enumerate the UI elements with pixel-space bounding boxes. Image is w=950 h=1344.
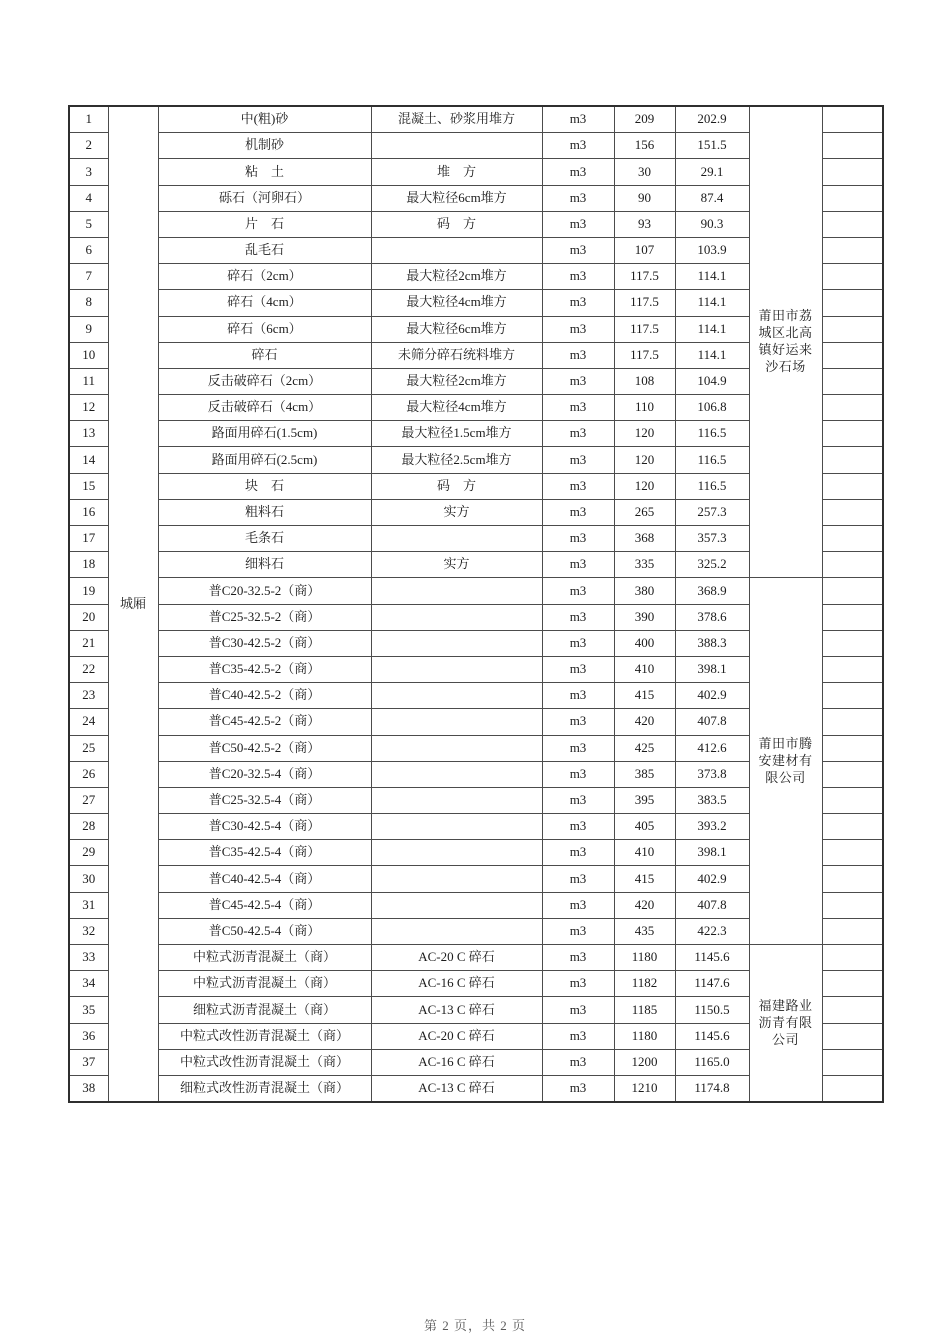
row-number-cell: 2 — [69, 133, 108, 159]
unit-cell: m3 — [542, 447, 614, 473]
material-name-cell: 普C20-32.5-2（商） — [158, 578, 371, 604]
price-excl-tax-cell: 117.5 — [614, 290, 675, 316]
material-name-cell: 粘 土 — [158, 159, 371, 185]
unit-cell: m3 — [542, 473, 614, 499]
unit-cell: m3 — [542, 552, 614, 578]
spec-cell — [371, 787, 542, 813]
material-name-cell: 碎石 — [158, 342, 371, 368]
spec-cell — [371, 761, 542, 787]
remark-cell — [822, 761, 883, 787]
remark-cell — [822, 133, 883, 159]
spec-cell: 最大粒径2cm堆方 — [371, 264, 542, 290]
material-name-cell: 路面用碎石(1.5cm) — [158, 421, 371, 447]
row-number-cell: 10 — [69, 342, 108, 368]
table-row — [69, 945, 883, 971]
material-name-cell: 中粒式沥青混凝土（商） — [158, 945, 371, 971]
row-number-cell: 19 — [69, 578, 108, 604]
price-incl-tax-cell: 103.9 — [675, 237, 749, 263]
material-name-cell: 中粒式沥青混凝土（商） — [158, 971, 371, 997]
remark-cell — [822, 1049, 883, 1075]
material-name-cell: 普C20-32.5-4（商） — [158, 761, 371, 787]
price-incl-tax-cell: 29.1 — [675, 159, 749, 185]
material-name-cell: 普C45-42.5-4（商） — [158, 892, 371, 918]
price-incl-tax-cell: 106.8 — [675, 395, 749, 421]
table-row — [69, 106, 883, 133]
remark-cell — [822, 971, 883, 997]
price-incl-tax-cell: 407.8 — [675, 892, 749, 918]
row-number-cell: 30 — [69, 866, 108, 892]
price-excl-tax-cell: 425 — [614, 735, 675, 761]
price-incl-tax-cell: 116.5 — [675, 473, 749, 499]
material-name-cell: 普C45-42.5-2（商） — [158, 709, 371, 735]
spec-cell: 最大粒径1.5cm堆方 — [371, 421, 542, 447]
price-excl-tax-cell: 108 — [614, 368, 675, 394]
area-cell: 城厢 — [108, 106, 158, 1102]
row-number-cell: 20 — [69, 604, 108, 630]
unit-cell: m3 — [542, 709, 614, 735]
price-incl-tax-cell: 357.3 — [675, 526, 749, 552]
unit-cell: m3 — [542, 368, 614, 394]
unit-cell: m3 — [542, 918, 614, 944]
material-name-cell: 反击破碎石（4cm） — [158, 395, 371, 421]
row-number-cell: 29 — [69, 840, 108, 866]
price-excl-tax-cell: 390 — [614, 604, 675, 630]
row-number-cell: 37 — [69, 1049, 108, 1075]
spec-cell: 实方 — [371, 499, 542, 525]
unit-cell: m3 — [542, 971, 614, 997]
remark-cell — [822, 840, 883, 866]
material-name-cell: 普C30-42.5-2（商） — [158, 630, 371, 656]
price-excl-tax-cell: 1200 — [614, 1049, 675, 1075]
unit-cell: m3 — [542, 997, 614, 1023]
price-incl-tax-cell: 116.5 — [675, 421, 749, 447]
row-number-cell: 15 — [69, 473, 108, 499]
price-excl-tax-cell: 117.5 — [614, 264, 675, 290]
remark-cell — [822, 447, 883, 473]
price-incl-tax-cell: 1145.6 — [675, 945, 749, 971]
price-excl-tax-cell: 117.5 — [614, 342, 675, 368]
spec-cell — [371, 133, 542, 159]
price-excl-tax-cell: 117.5 — [614, 316, 675, 342]
price-incl-tax-cell: 1150.5 — [675, 997, 749, 1023]
price-excl-tax-cell: 1182 — [614, 971, 675, 997]
remark-cell — [822, 1075, 883, 1102]
unit-cell: m3 — [542, 185, 614, 211]
material-name-cell: 砾石（河卵石） — [158, 185, 371, 211]
price-excl-tax-cell: 420 — [614, 709, 675, 735]
unit-cell: m3 — [542, 264, 614, 290]
unit-cell: m3 — [542, 604, 614, 630]
unit-cell: m3 — [542, 1075, 614, 1102]
row-number-cell: 24 — [69, 709, 108, 735]
spec-cell — [371, 683, 542, 709]
spec-cell — [371, 892, 542, 918]
remark-cell — [822, 237, 883, 263]
price-incl-tax-cell: 114.1 — [675, 342, 749, 368]
remark-cell — [822, 185, 883, 211]
remark-cell — [822, 290, 883, 316]
spec-cell: 最大粒径6cm堆方 — [371, 316, 542, 342]
material-name-cell: 普C35-42.5-4（商） — [158, 840, 371, 866]
remark-cell — [822, 630, 883, 656]
material-name-cell: 细粒式改性沥青混凝土（商） — [158, 1075, 371, 1102]
price-incl-tax-cell: 383.5 — [675, 787, 749, 813]
price-incl-tax-cell: 1165.0 — [675, 1049, 749, 1075]
material-name-cell: 粗料石 — [158, 499, 371, 525]
spec-cell: AC-20 C 碎石 — [371, 945, 542, 971]
price-excl-tax-cell: 410 — [614, 840, 675, 866]
price-table-body — [69, 106, 883, 1102]
material-name-cell: 普C25-32.5-2（商） — [158, 604, 371, 630]
spec-cell: AC-16 C 碎石 — [371, 1049, 542, 1075]
unit-cell: m3 — [542, 237, 614, 263]
row-number-cell: 12 — [69, 395, 108, 421]
unit-cell: m3 — [542, 787, 614, 813]
price-incl-tax-cell: 412.6 — [675, 735, 749, 761]
remark-cell — [822, 709, 883, 735]
price-excl-tax-cell: 107 — [614, 237, 675, 263]
price-excl-tax-cell: 93 — [614, 211, 675, 237]
spec-cell — [371, 526, 542, 552]
remark-cell — [822, 552, 883, 578]
price-excl-tax-cell: 120 — [614, 447, 675, 473]
price-excl-tax-cell: 380 — [614, 578, 675, 604]
row-number-cell: 28 — [69, 814, 108, 840]
price-excl-tax-cell: 368 — [614, 526, 675, 552]
material-name-cell: 毛条石 — [158, 526, 371, 552]
price-incl-tax-cell: 373.8 — [675, 761, 749, 787]
material-name-cell: 中粒式改性沥青混凝土（商） — [158, 1049, 371, 1075]
spec-cell — [371, 237, 542, 263]
unit-cell: m3 — [542, 421, 614, 447]
price-incl-tax-cell: 87.4 — [675, 185, 749, 211]
remark-cell — [822, 683, 883, 709]
price-excl-tax-cell: 1180 — [614, 945, 675, 971]
row-number-cell: 3 — [69, 159, 108, 185]
table-row — [69, 578, 883, 604]
material-name-cell: 中粒式改性沥青混凝土（商） — [158, 1023, 371, 1049]
row-number-cell: 1 — [69, 106, 108, 133]
material-name-cell: 细粒式沥青混凝土（商） — [158, 997, 371, 1023]
spec-cell: 最大粒径4cm堆方 — [371, 395, 542, 421]
remark-cell — [822, 473, 883, 499]
unit-cell: m3 — [542, 1023, 614, 1049]
material-name-cell: 碎石（2cm） — [158, 264, 371, 290]
price-excl-tax-cell: 335 — [614, 552, 675, 578]
price-incl-tax-cell: 398.1 — [675, 656, 749, 682]
row-number-cell: 4 — [69, 185, 108, 211]
spec-cell: 混凝土、砂浆用堆方 — [371, 106, 542, 133]
remark-cell — [822, 342, 883, 368]
price-incl-tax-cell: 407.8 — [675, 709, 749, 735]
remark-cell — [822, 735, 883, 761]
row-number-cell: 13 — [69, 421, 108, 447]
material-name-cell: 普C25-32.5-4（商） — [158, 787, 371, 813]
price-incl-tax-cell: 398.1 — [675, 840, 749, 866]
supplier-cell: 莆田市腾安建材有限公司 — [749, 578, 822, 945]
price-excl-tax-cell: 30 — [614, 159, 675, 185]
price-incl-tax-cell: 104.9 — [675, 368, 749, 394]
spec-cell: AC-13 C 碎石 — [371, 1075, 542, 1102]
remark-cell — [822, 892, 883, 918]
price-incl-tax-cell: 393.2 — [675, 814, 749, 840]
row-number-cell: 21 — [69, 630, 108, 656]
unit-cell: m3 — [542, 630, 614, 656]
price-incl-tax-cell: 90.3 — [675, 211, 749, 237]
material-name-cell: 碎石（6cm） — [158, 316, 371, 342]
row-number-cell: 8 — [69, 290, 108, 316]
material-name-cell: 碎石（4cm） — [158, 290, 371, 316]
row-number-cell: 34 — [69, 971, 108, 997]
unit-cell: m3 — [542, 683, 614, 709]
unit-cell: m3 — [542, 133, 614, 159]
material-name-cell: 块 石 — [158, 473, 371, 499]
remark-cell — [822, 499, 883, 525]
row-number-cell: 14 — [69, 447, 108, 473]
remark-cell — [822, 945, 883, 971]
remark-cell — [822, 814, 883, 840]
unit-cell: m3 — [542, 840, 614, 866]
spec-cell: 最大粒径6cm堆方 — [371, 185, 542, 211]
remark-cell — [822, 787, 883, 813]
price-incl-tax-cell: 114.1 — [675, 290, 749, 316]
material-name-cell: 普C40-42.5-2（商） — [158, 683, 371, 709]
remark-cell — [822, 604, 883, 630]
unit-cell: m3 — [542, 395, 614, 421]
price-excl-tax-cell: 1185 — [614, 997, 675, 1023]
remark-cell — [822, 578, 883, 604]
spec-cell: 码 方 — [371, 473, 542, 499]
row-number-cell: 16 — [69, 499, 108, 525]
unit-cell: m3 — [542, 814, 614, 840]
row-number-cell: 22 — [69, 656, 108, 682]
remark-cell — [822, 526, 883, 552]
row-number-cell: 25 — [69, 735, 108, 761]
material-name-cell: 乱毛石 — [158, 237, 371, 263]
spec-cell — [371, 578, 542, 604]
unit-cell: m3 — [542, 106, 614, 133]
price-excl-tax-cell: 90 — [614, 185, 675, 211]
row-number-cell: 26 — [69, 761, 108, 787]
price-incl-tax-cell: 151.5 — [675, 133, 749, 159]
price-excl-tax-cell: 410 — [614, 656, 675, 682]
supplier-cell: 福建路业沥青有限公司 — [749, 945, 822, 1103]
price-excl-tax-cell: 209 — [614, 106, 675, 133]
spec-cell — [371, 709, 542, 735]
remark-cell — [822, 106, 883, 133]
material-name-cell: 普C50-42.5-2（商） — [158, 735, 371, 761]
unit-cell: m3 — [542, 761, 614, 787]
material-price-table — [68, 105, 884, 1103]
price-excl-tax-cell: 405 — [614, 814, 675, 840]
price-incl-tax-cell: 402.9 — [675, 866, 749, 892]
unit-cell: m3 — [542, 342, 614, 368]
spec-cell: AC-16 C 碎石 — [371, 971, 542, 997]
spec-cell — [371, 840, 542, 866]
spec-cell: 码 方 — [371, 211, 542, 237]
price-excl-tax-cell: 415 — [614, 683, 675, 709]
page-footer — [0, 1315, 950, 1333]
unit-cell: m3 — [542, 945, 614, 971]
spec-cell: 未筛分碎石统料堆方 — [371, 342, 542, 368]
unit-cell: m3 — [542, 499, 614, 525]
price-excl-tax-cell: 435 — [614, 918, 675, 944]
page-number-text: 第 2 页，共 2 页 — [423, 1318, 526, 1333]
price-incl-tax-cell: 114.1 — [675, 316, 749, 342]
remark-cell — [822, 316, 883, 342]
spec-cell — [371, 735, 542, 761]
row-number-cell: 23 — [69, 683, 108, 709]
material-name-cell: 普C35-42.5-2（商） — [158, 656, 371, 682]
spec-cell: 最大粒径2cm堆方 — [371, 368, 542, 394]
unit-cell: m3 — [542, 866, 614, 892]
row-number-cell: 18 — [69, 552, 108, 578]
row-number-cell: 32 — [69, 918, 108, 944]
row-number-cell: 11 — [69, 368, 108, 394]
price-incl-tax-cell: 368.9 — [675, 578, 749, 604]
price-incl-tax-cell: 378.6 — [675, 604, 749, 630]
spec-cell — [371, 604, 542, 630]
price-excl-tax-cell: 110 — [614, 395, 675, 421]
row-number-cell: 38 — [69, 1075, 108, 1102]
row-number-cell: 17 — [69, 526, 108, 552]
spec-cell — [371, 656, 542, 682]
spec-cell — [371, 866, 542, 892]
row-number-cell: 36 — [69, 1023, 108, 1049]
unit-cell: m3 — [542, 526, 614, 552]
row-number-cell: 31 — [69, 892, 108, 918]
spec-cell: 最大粒径4cm堆方 — [371, 290, 542, 316]
remark-cell — [822, 368, 883, 394]
price-excl-tax-cell: 420 — [614, 892, 675, 918]
material-name-cell: 普C50-42.5-4（商） — [158, 918, 371, 944]
row-number-cell: 33 — [69, 945, 108, 971]
material-name-cell: 机制砂 — [158, 133, 371, 159]
material-name-cell: 片 石 — [158, 211, 371, 237]
unit-cell: m3 — [542, 1049, 614, 1075]
price-excl-tax-cell: 1180 — [614, 1023, 675, 1049]
spec-cell: 最大粒径2.5cm堆方 — [371, 447, 542, 473]
price-excl-tax-cell: 415 — [614, 866, 675, 892]
price-incl-tax-cell: 388.3 — [675, 630, 749, 656]
unit-cell: m3 — [542, 656, 614, 682]
remark-cell — [822, 1023, 883, 1049]
price-excl-tax-cell: 395 — [614, 787, 675, 813]
spec-cell — [371, 918, 542, 944]
supplier-cell: 莆田市荔城区北高镇好运来沙石场 — [749, 106, 822, 578]
remark-cell — [822, 395, 883, 421]
material-name-cell: 普C40-42.5-4（商） — [158, 866, 371, 892]
remark-cell — [822, 866, 883, 892]
price-incl-tax-cell: 114.1 — [675, 264, 749, 290]
price-incl-tax-cell: 325.2 — [675, 552, 749, 578]
row-number-cell: 6 — [69, 237, 108, 263]
unit-cell: m3 — [542, 290, 614, 316]
price-incl-tax-cell: 1145.6 — [675, 1023, 749, 1049]
spec-cell — [371, 814, 542, 840]
price-excl-tax-cell: 156 — [614, 133, 675, 159]
material-name-cell: 路面用碎石(2.5cm) — [158, 447, 371, 473]
unit-cell: m3 — [542, 316, 614, 342]
price-excl-tax-cell: 120 — [614, 473, 675, 499]
price-incl-tax-cell: 257.3 — [675, 499, 749, 525]
row-number-cell: 5 — [69, 211, 108, 237]
remark-cell — [822, 656, 883, 682]
unit-cell: m3 — [542, 578, 614, 604]
material-name-cell: 反击破碎石（2cm） — [158, 368, 371, 394]
remark-cell — [822, 211, 883, 237]
price-excl-tax-cell: 120 — [614, 421, 675, 447]
price-excl-tax-cell: 385 — [614, 761, 675, 787]
price-incl-tax-cell: 202.9 — [675, 106, 749, 133]
price-excl-tax-cell: 265 — [614, 499, 675, 525]
unit-cell: m3 — [542, 892, 614, 918]
price-incl-tax-cell: 1174.8 — [675, 1075, 749, 1102]
material-name-cell: 中(粗)砂 — [158, 106, 371, 133]
unit-cell: m3 — [542, 211, 614, 237]
price-incl-tax-cell: 1147.6 — [675, 971, 749, 997]
remark-cell — [822, 918, 883, 944]
spec-cell — [371, 630, 542, 656]
spec-cell: 堆 方 — [371, 159, 542, 185]
price-excl-tax-cell: 1210 — [614, 1075, 675, 1102]
spec-cell: AC-13 C 碎石 — [371, 997, 542, 1023]
row-number-cell: 9 — [69, 316, 108, 342]
price-incl-tax-cell: 116.5 — [675, 447, 749, 473]
spec-cell: AC-20 C 碎石 — [371, 1023, 542, 1049]
remark-cell — [822, 159, 883, 185]
row-number-cell: 27 — [69, 787, 108, 813]
remark-cell — [822, 264, 883, 290]
unit-cell: m3 — [542, 735, 614, 761]
material-name-cell: 普C30-42.5-4（商） — [158, 814, 371, 840]
row-number-cell: 35 — [69, 997, 108, 1023]
unit-cell: m3 — [542, 159, 614, 185]
spec-cell: 实方 — [371, 552, 542, 578]
price-incl-tax-cell: 422.3 — [675, 918, 749, 944]
material-name-cell: 细料石 — [158, 552, 371, 578]
remark-cell — [822, 421, 883, 447]
price-excl-tax-cell: 400 — [614, 630, 675, 656]
row-number-cell: 7 — [69, 264, 108, 290]
remark-cell — [822, 997, 883, 1023]
price-incl-tax-cell: 402.9 — [675, 683, 749, 709]
